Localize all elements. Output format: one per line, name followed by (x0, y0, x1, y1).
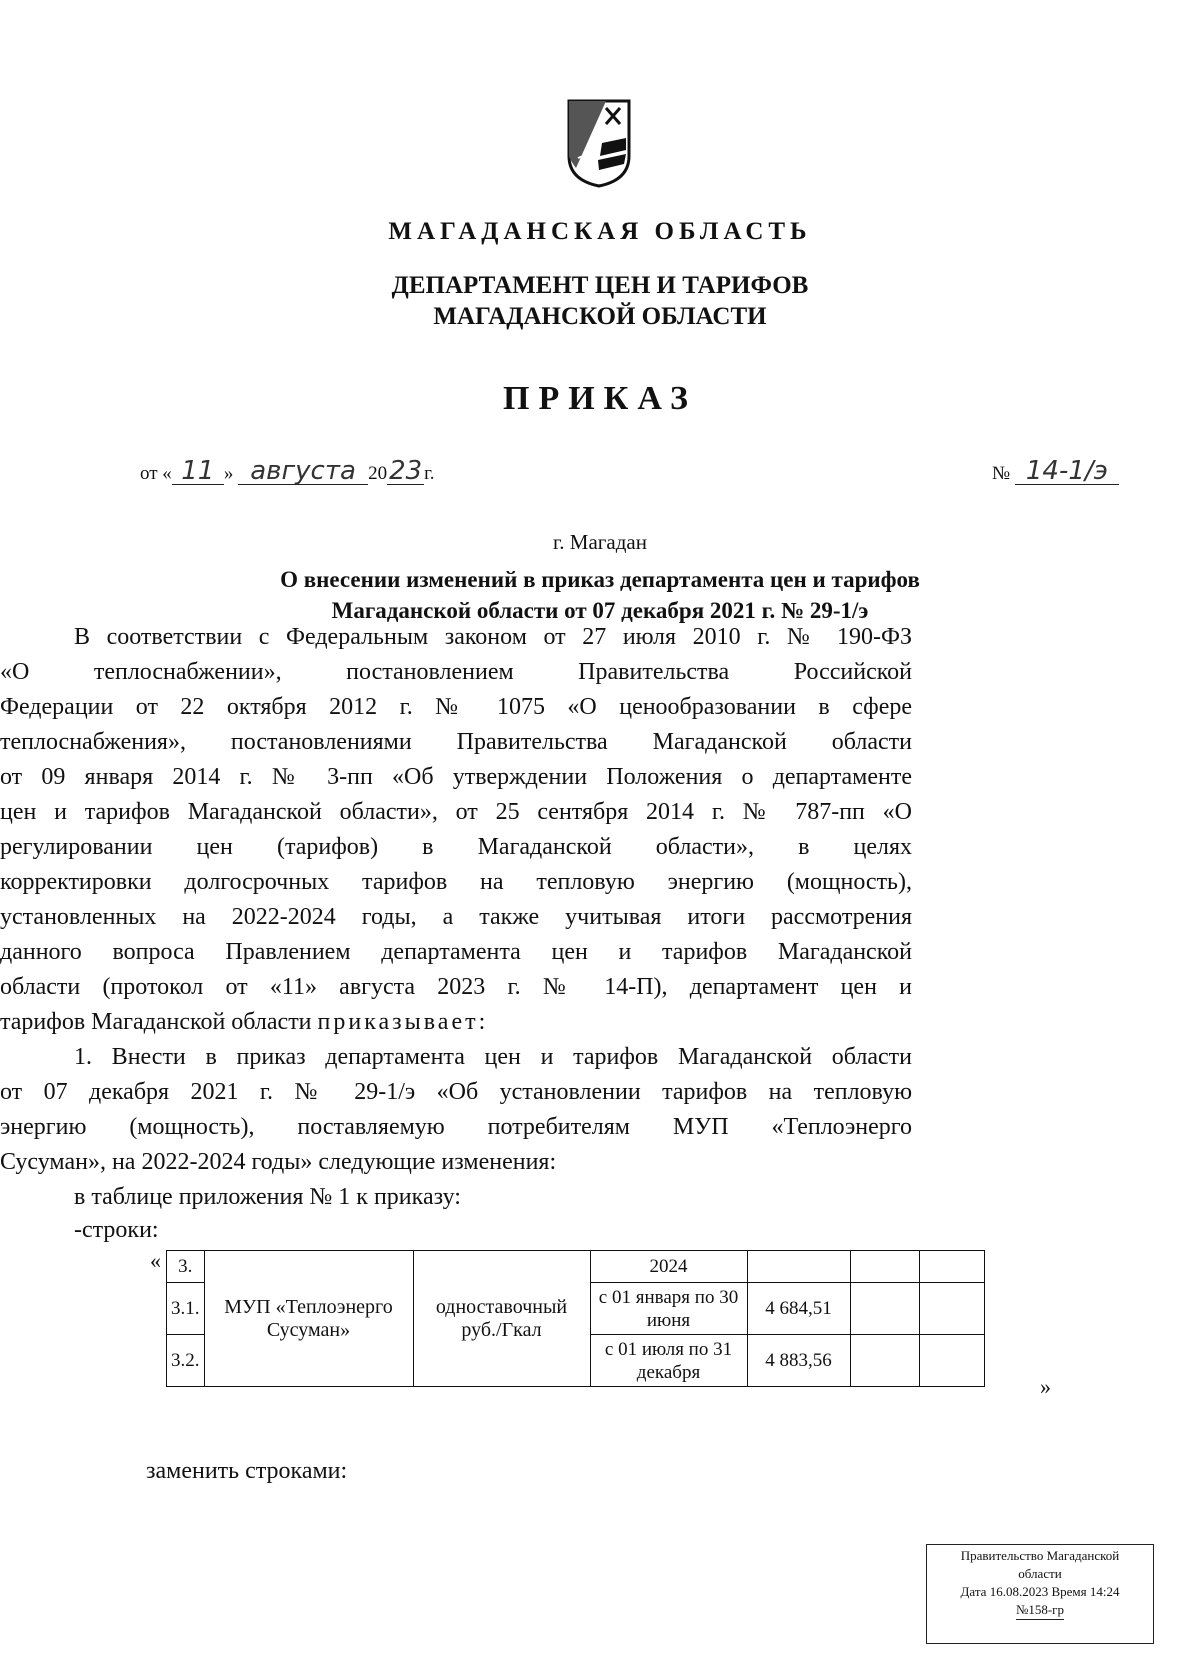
stamp-line: Правительство Магаданской (960, 1548, 1120, 1563)
preamble-paragraph (0, 620, 912, 1245)
empty-cell (919, 1335, 984, 1387)
body-last-prefix: тарифов Магаданской области (0, 1009, 312, 1035)
subrow-number: 3.1. (167, 1283, 205, 1335)
stamp-line: №158-гр (1016, 1601, 1064, 1620)
year-cell: 2024 (590, 1251, 747, 1283)
item1-line: 1. Внести в приказ департамента цен и тарифов Магаданской области (74, 1044, 912, 1070)
date-month: августа (238, 458, 368, 485)
period-cell: с 01 января по 30 июня (590, 1283, 747, 1335)
item1-line: энергию (мощность), поставляемую потребителям МУП «Теплоэнерго (0, 1114, 912, 1140)
replace-label: заменить строками: (146, 1458, 348, 1484)
body-line: от 09 января 2014 г. № 3-пп «Об утверждении Положения о департаменте (0, 764, 912, 790)
number-label: № (992, 463, 1011, 484)
stamp-line: Дата 16.08.2023 Время 14:24 (960, 1584, 1120, 1599)
prikazyvaet-word: приказывает: (317, 1009, 489, 1035)
rows-label: -строки: (74, 1217, 159, 1243)
stamp-line: области (1018, 1566, 1062, 1581)
period-cell: с 01 июля по 31 декабря (590, 1335, 747, 1387)
date-year-suffix: 23 (389, 456, 423, 486)
body-line-last (0, 1005, 912, 1040)
body-line: теплоснабжения», постановлениями Правительства Магаданской области (0, 729, 912, 755)
coat-of-arms-icon (566, 98, 632, 188)
body-line: корректировки долгосрочных тарифов на тепловую энергию (мощность), (0, 869, 912, 895)
department-line-1: ДЕПАРТАМЕНТ ЦЕН И ТАРИФОВ (391, 272, 809, 299)
subrow-number: 3.2. (167, 1335, 205, 1387)
org-cell: МУП «Теплоэнерго Сусуман» (204, 1251, 413, 1387)
number-value: 14-1/э (1015, 458, 1119, 485)
date-mid: » (223, 463, 234, 484)
date-year-prefix: 20 (368, 463, 388, 484)
empty-cell (850, 1251, 919, 1283)
tariff-value-cell: 4 684,51 (747, 1283, 850, 1335)
order-number (992, 458, 1119, 485)
body-line: данного вопроса Правлением департамента цен и тарифов Магаданской (0, 939, 912, 965)
department-heading (0, 270, 1200, 332)
registration-stamp (926, 1544, 1154, 1644)
date-suffix: г. (424, 463, 435, 484)
date-prefix: от « (140, 463, 172, 484)
order-date (140, 458, 435, 485)
empty-cell (919, 1251, 984, 1283)
tariff-type-cell: одноставочный руб./Гкал (413, 1251, 590, 1387)
date-day: 11 (172, 458, 224, 485)
department-line-2: МАГАДАНСКОЙ ОБЛАСТИ (433, 303, 767, 330)
body-line: В соответствии с Федеральным законом от 27 июля 2010 г. № 190-ФЗ (74, 624, 912, 650)
body-line: «О теплоснабжении», постановлением Правительства Российской (0, 659, 912, 685)
body-line: области (протокол от «11» августа 2023 г. № 14-П), департамент цен и (0, 974, 912, 1000)
item1-line: от 07 декабря 2021 г. № 29-1/э «Об установлении тарифов на тепловую (0, 1079, 912, 1105)
open-quote: « (150, 1248, 161, 1273)
order-title (0, 564, 1200, 626)
row-number: 3. (167, 1251, 205, 1283)
item1-line-last: Сусуман», на 2022-2024 годы» следующие изменения: (0, 1149, 557, 1175)
body-line: цен и тарифов Магаданской области», от 25 сентября 2014 г. № 787-пп «О (0, 799, 912, 825)
title-line-2: Магаданской области от 07 декабря 2021 г. № 29-1/э (331, 598, 869, 623)
body-line: регулировании цен (тарифов) в Магаданской области», в целях (0, 834, 912, 860)
empty-cell (850, 1335, 919, 1387)
document-type: ПРИКАЗ (503, 380, 697, 417)
city-label: г. Магадан (553, 530, 647, 554)
empty-cell (747, 1251, 850, 1283)
table-intro: в таблице приложения № 1 к приказу: (74, 1184, 461, 1210)
title-line-1: О внесении изменений в приказ департамента цен и тарифов (280, 567, 920, 592)
region-heading: МАГАДАНСКАЯ ОБЛАСТЬ (388, 218, 812, 245)
empty-cell (919, 1283, 984, 1335)
empty-cell (850, 1283, 919, 1335)
tariff-table (166, 1250, 985, 1387)
tariff-value-cell: 4 883,56 (747, 1335, 850, 1387)
close-quote: » (1040, 1374, 1051, 1399)
body-line: установленных на 2022-2024 годы, а также учитывая итоги рассмотрения (0, 904, 912, 930)
body-line: Федерации от 22 октября 2012 г. № 1075 «О ценообразовании в сфере (0, 694, 912, 720)
